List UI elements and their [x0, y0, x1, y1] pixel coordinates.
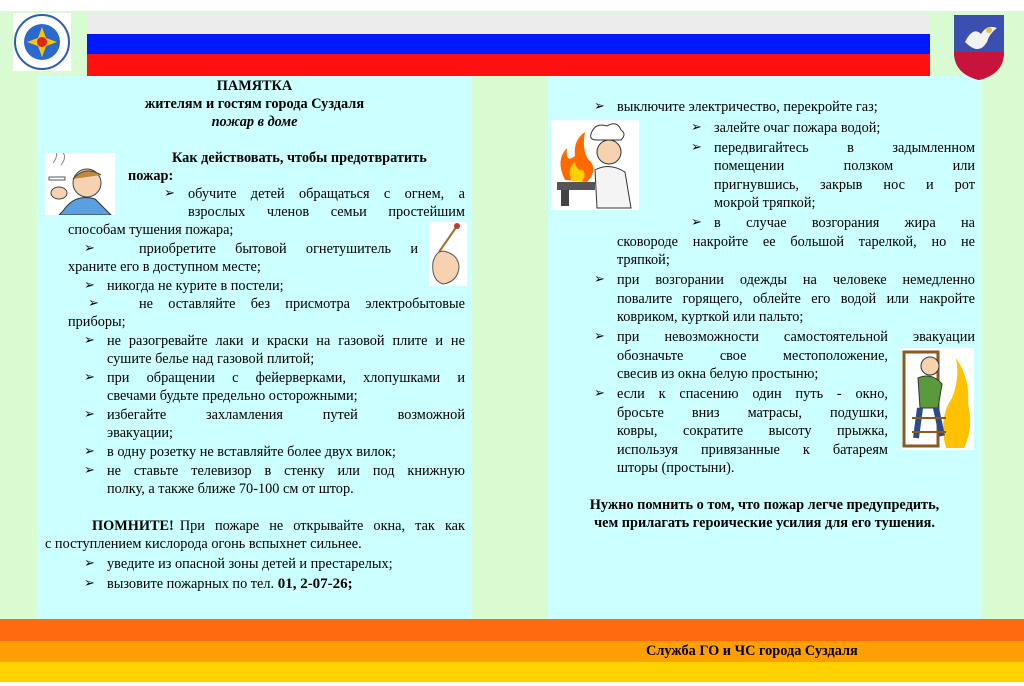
list-item: выключите электричество, перекройте газ; [617, 99, 878, 115]
list-item: уведите из опасной зоны детей и престарелых; [107, 556, 393, 572]
list-item: не разогревайте лаки и краски на газовой плите и не [107, 333, 465, 349]
list-item: при возгорании одежды на человеке немедленно [617, 272, 975, 288]
section-heading-continued: пожар: [128, 168, 174, 184]
list-item: сушите белье над газовой плитой; [107, 351, 315, 367]
list-item: полку, а также ближе 70-100 см от штор. [107, 481, 354, 497]
list-item: не оставляйте без присмотра электробытовые [139, 296, 465, 312]
footer-stripe-amber [0, 641, 1024, 662]
remember-paragraph [92, 517, 465, 535]
chef-with-fire-illustration [551, 120, 639, 210]
list-item: помещении ползком или [714, 158, 975, 174]
suzdal-coat-of-arms-icon [951, 12, 1007, 82]
remember-text-continued: с поступлением кислорода огонь вспыхнет сильнее. [45, 536, 362, 552]
section-heading: Как действовать, чтобы предотвратить [172, 150, 427, 166]
smoking-man-illustration [45, 153, 115, 215]
list-item: не ставьте телевизор в стенку или под книжную [107, 463, 465, 479]
emercom-emblem-icon [13, 13, 71, 71]
list-item: сковороде накройте ее большой тарелкой, но не [617, 234, 975, 250]
list-item: передвигайтесь в задымленном [714, 140, 975, 156]
checkmark-arrow-icon: ➢ [594, 386, 605, 401]
list-item: свечами будьте предельно осторожными; [107, 388, 358, 404]
checkmark-arrow-icon: ➢ [164, 186, 175, 201]
flag-red-stripe [87, 54, 930, 76]
list-item: ковриком, курткой или пальто; [617, 309, 804, 325]
list-item: ковры, сократите высоту прыжка, [617, 423, 888, 439]
remember-text: При пожаре не открывайте окна, так как [179, 518, 465, 534]
list-item: обозначьте свое местоположение, [617, 348, 888, 364]
checkmark-arrow-icon: ➢ [84, 241, 95, 256]
footer-stripe-orange [0, 619, 1024, 641]
list-item: шторы (простыни). [617, 460, 735, 476]
checkmark-arrow-icon: ➢ [691, 215, 702, 230]
list-item: в одну розетку не вставляйте более двух вилок; [107, 444, 396, 460]
checkmark-arrow-icon: ➢ [84, 576, 95, 591]
list-item: взрослых членов семьи простейшим [188, 204, 465, 220]
checkmark-arrow-icon: ➢ [84, 370, 95, 385]
hand-with-match-illustration [429, 222, 467, 286]
list-item: обучите детей обращаться с огнем, а [188, 186, 465, 202]
list-item: мокрой тряпкой; [714, 195, 816, 211]
checkmark-arrow-icon: ➢ [88, 296, 99, 311]
flag-white-stripe [87, 14, 930, 34]
list-item: никогда не курите в постели; [107, 278, 284, 294]
list-item: используя привязанные к батареям [617, 442, 888, 458]
list-item: если к спасению один путь - окно, [617, 386, 888, 402]
list-item: свесив из окна белую простыню; [617, 366, 819, 382]
checkmark-arrow-icon: ➢ [594, 99, 605, 114]
footer-organization: Служба ГО и ЧС города Суздаля [646, 643, 858, 659]
list-item [107, 575, 353, 593]
page-topic: пожар в доме [211, 114, 298, 130]
call-text: вызовите пожарных по тел. [107, 576, 275, 592]
checkmark-arrow-icon: ➢ [84, 333, 95, 348]
list-item: бросьте вниз матрасы, подушки, [617, 405, 888, 421]
list-item: при невозможности самостоятельной эвакуации [617, 329, 975, 345]
checkmark-arrow-icon: ➢ [84, 463, 95, 478]
page-title: ПАМЯТКА [216, 78, 293, 94]
list-item: эвакуации; [107, 425, 174, 441]
list-item: приобретите бытовой огнетушитель и [139, 241, 418, 257]
footer-stripe-yellow [0, 662, 1024, 682]
checkmark-arrow-icon: ➢ [84, 444, 95, 459]
list-item: приборы; [68, 314, 126, 330]
list-item: тряпкой; [617, 252, 670, 268]
list-item: избегайте захламления путей возможной [107, 407, 465, 423]
phone-number: 01, 2-07-26; [277, 576, 353, 592]
flag-blue-stripe [87, 34, 930, 54]
conclusion-line-1: Нужно помнить о том, что пожар легче предупредить, [589, 497, 940, 513]
checkmark-arrow-icon: ➢ [84, 278, 95, 293]
conclusion-line-2: чем прилагать героические усилия для его тушения. [594, 515, 935, 531]
list-item: при обращении с фейерверками, хлопушками и [107, 370, 465, 386]
list-item: храните его в доступном месте; [68, 259, 261, 275]
checkmark-arrow-icon: ➢ [84, 556, 95, 571]
checkmark-arrow-icon: ➢ [691, 120, 702, 135]
list-item: способам тушения пожара; [68, 222, 234, 238]
checkmark-arrow-icon: ➢ [594, 329, 605, 344]
page-subtitle: жителям и гостям города Суздаля [144, 96, 365, 112]
escape-through-window-illustration [902, 348, 974, 450]
checkmark-arrow-icon: ➢ [691, 140, 702, 155]
checkmark-arrow-icon: ➢ [84, 407, 95, 422]
list-item: залейте очаг пожара водой; [714, 120, 881, 136]
list-item: пригнувшись, закрыв нос и рот [714, 177, 975, 193]
list-item: повалите горящего, облейте его водой или накройте [617, 291, 975, 307]
list-item: в случае возгорания жира на [714, 215, 975, 231]
remember-label: ПОМНИТЕ! [92, 518, 174, 534]
checkmark-arrow-icon: ➢ [594, 272, 605, 287]
